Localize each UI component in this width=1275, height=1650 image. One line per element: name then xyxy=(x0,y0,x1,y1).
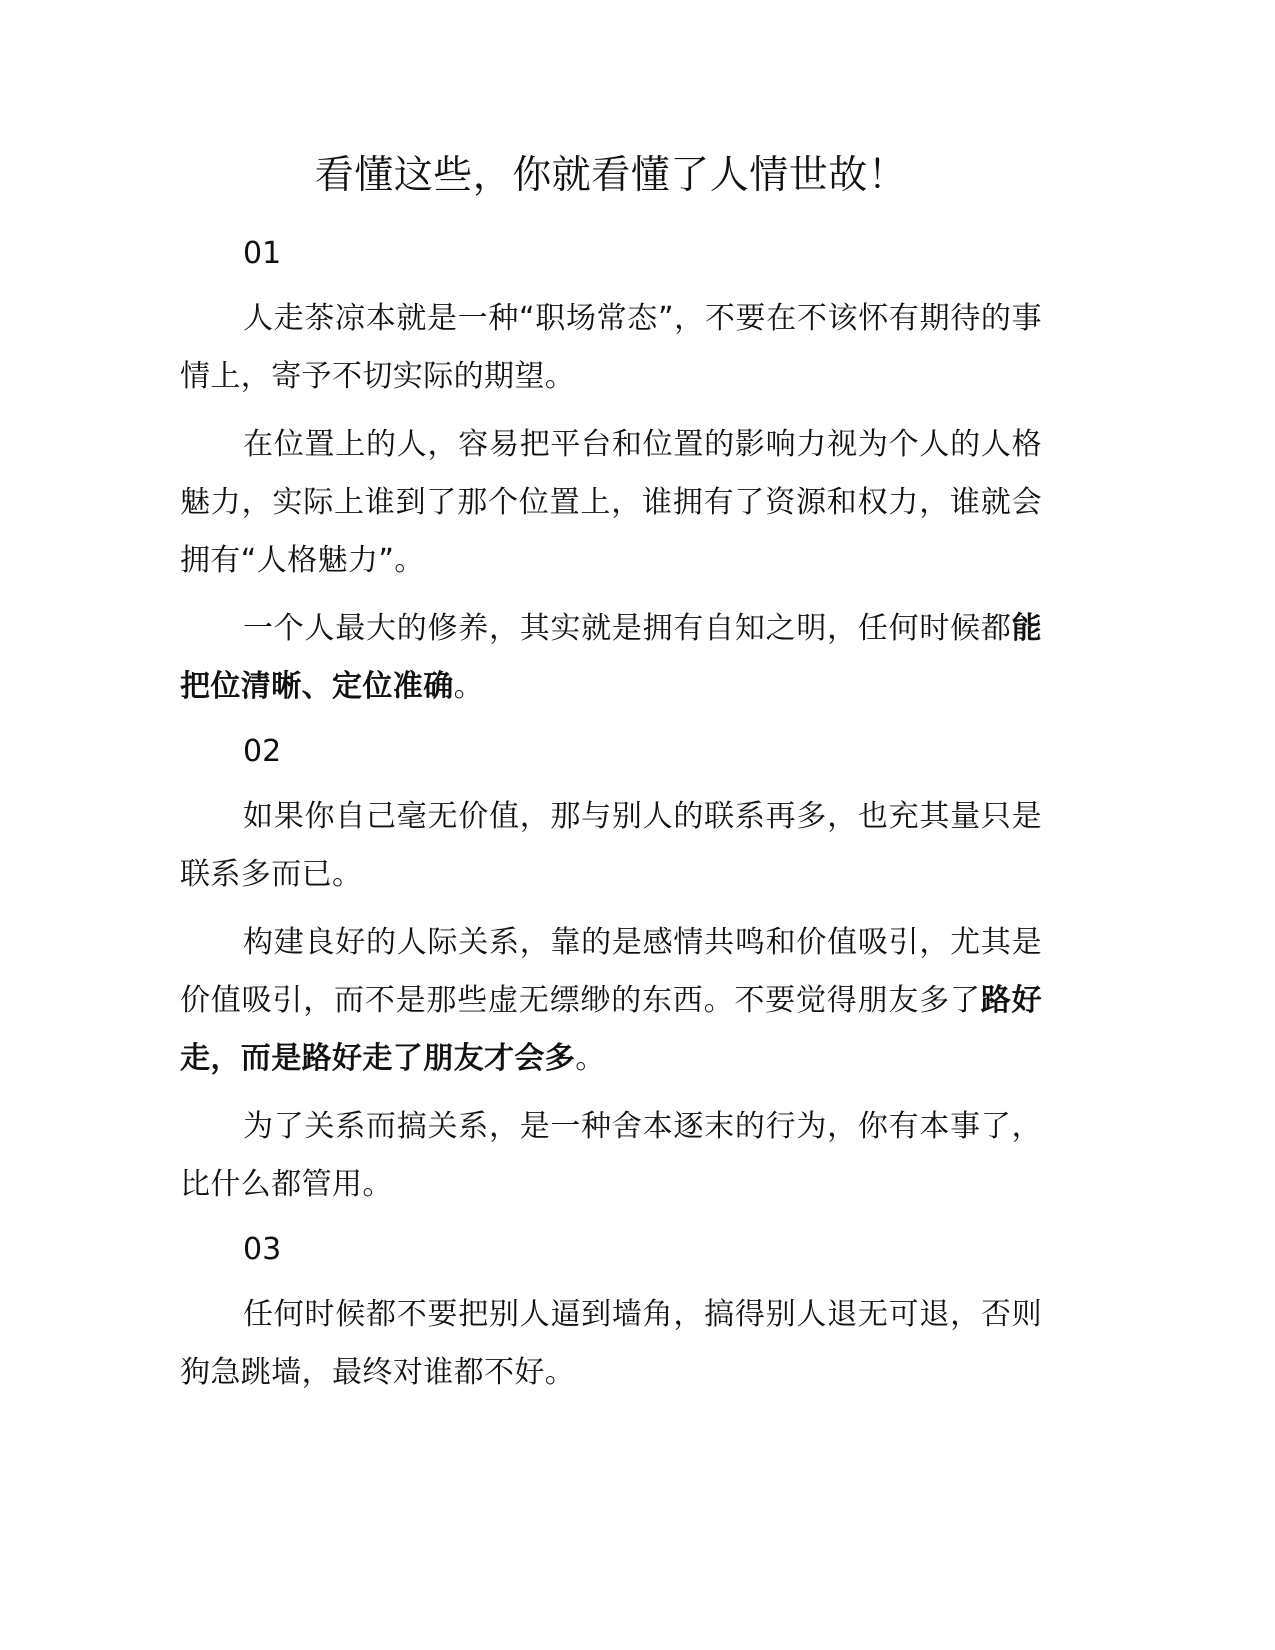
paragraph xyxy=(180,600,1042,716)
document-page xyxy=(180,140,1042,1412)
paragraph-text: 人走茶凉本就是一种“职场常态”，不要在不该怀有期待的事情上，寄予不切实际的期望。 xyxy=(180,301,1042,394)
section-02 xyxy=(180,726,1042,1214)
paragraph-text: 一个人最大的修养，其实就是拥有自知之明，任何时候都 xyxy=(243,611,1012,646)
paragraph-tail: 。 xyxy=(453,669,485,704)
section-03 xyxy=(180,1224,1042,1402)
paragraph-text: 如果你自己毫无价值，那与别人的联系再多，也充其量只是联系多而已。 xyxy=(180,799,1042,892)
bold-phrase: 能把位清晰、定位准确 xyxy=(180,611,1042,704)
paragraph-tail: 。 xyxy=(575,1041,606,1076)
paragraph xyxy=(180,914,1042,1088)
paragraph-text: 构建良好的人际关系，靠的是感情共鸣和价值吸引，尤其是价值吸引，而不是那些虚无缥缈的东西。不要觉得朋友多了 xyxy=(180,925,1042,1018)
bold-phrase: 路好走，而是路好走了朋友才会多 xyxy=(180,983,1042,1076)
paragraph-text: 为了关系而搞关系，是一种舍本逐末的行为，你有本事了，比什么都管用。 xyxy=(180,1109,1042,1202)
section-01 xyxy=(180,228,1042,716)
paragraph xyxy=(180,1286,1042,1402)
paragraph-text: 任何时候都不要把别人逼到墙角，搞得别人退无可退，否则狗急跳墙，最终对谁都不好。 xyxy=(180,1297,1042,1390)
paragraph-text: 在位置上的人，容易把平台和位置的影响力视为个人的人格魅力，实际上谁到了那个位置上，谁拥有了资源和权力，谁就会拥有“人格魅力”。 xyxy=(180,427,1042,578)
section-number: 01 xyxy=(243,236,282,271)
paragraph xyxy=(180,788,1042,904)
paragraph xyxy=(180,290,1042,406)
section-number: 03 xyxy=(243,1232,282,1267)
document-title: 看懂这些，你就看懂了人情世故！ xyxy=(314,153,908,198)
section-number: 02 xyxy=(243,734,282,769)
paragraph xyxy=(180,416,1042,590)
paragraph xyxy=(180,1098,1042,1214)
